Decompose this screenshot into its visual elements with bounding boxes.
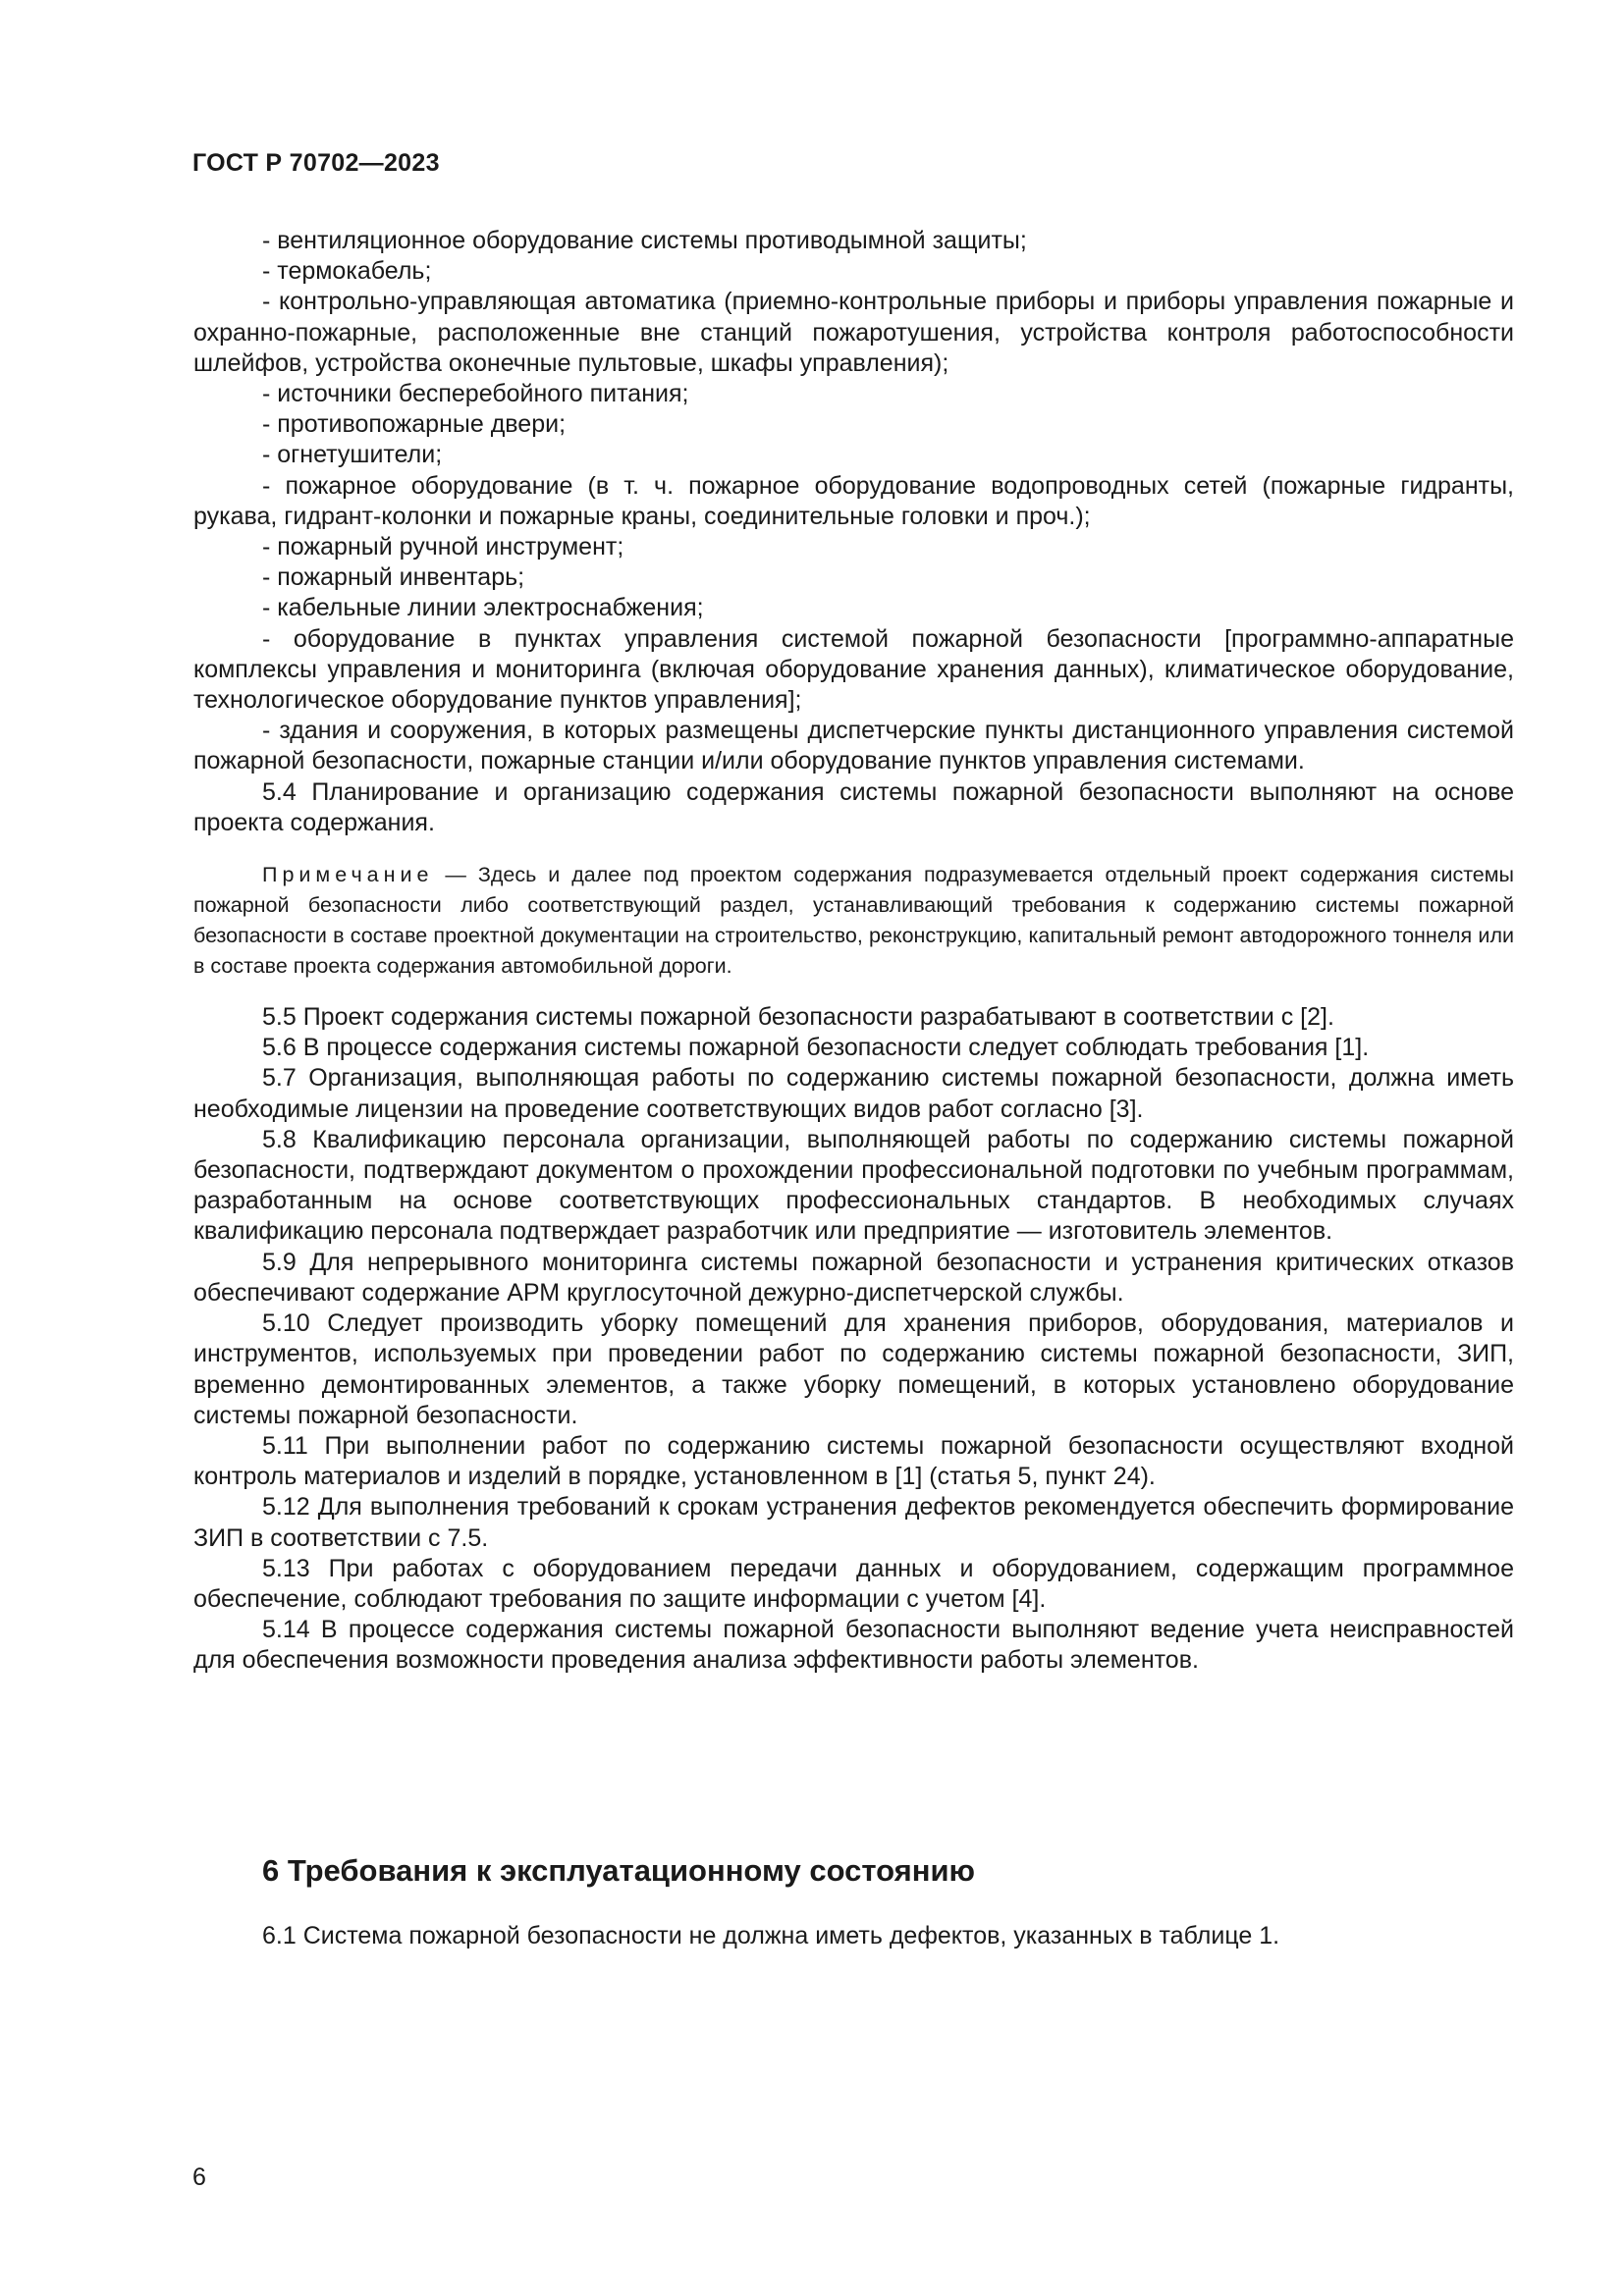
paragraph: 5.5 Проект содержания системы пожарной безопасности разрабатывают в соответствии с [2]. [262, 1003, 1334, 1032]
paragraph: - кабельные линии электроснабжения; [262, 594, 704, 622]
paragraph: - пожарное оборудование (в т. ч. пожарное оборудование водопроводных сетей (пожарные гидранты, рукава, гидрант-колонки и пожарные краны, соединительные головки и проч.); [193, 471, 1514, 530]
paragraph: - пожарный инвентарь; [262, 563, 525, 592]
paragraph: - источники бесперебойного питания; [262, 380, 689, 408]
paragraph: - контрольно-управляющая автоматика (приемно-контрольные приборы и приборы управления пожарные и охранно-пожарные, расположенные вне станций пожаротушения, устройства контроля работоспособности шлейфов, устройства оконечные пультовые, шкафы управления); [193, 288, 1514, 377]
paragraph: 5.6 В процессе содержания системы пожарной безопасности следует соблюдать требования [1]. [262, 1034, 1370, 1062]
paragraph: 5.13 При работах с оборудованием передачи данных и оборудованием, содержащим программное обеспечение, соблюдают требования по защите информации с учетом [4]. [193, 1554, 1514, 1613]
note-label: Примечание [262, 863, 434, 887]
section-title: 6 Требования к эксплуатационному состоянию [262, 1853, 975, 1888]
paragraph: 5.14 В процессе содержания системы пожарной безопасности выполняют ведение учета неисправностей для обеспечения возможности проведения анализа эффективности работы элементов. [193, 1616, 1514, 1675]
paragraph: - вентиляционное оборудование системы противодымной защиты; [262, 227, 1027, 254]
paragraph: 5.9 Для непрерывного мониторинга системы пожарной безопасности и устранения критических отказов обеспечивают содержание АРМ круглосуточной дежурно-диспетчерской службы. [193, 1248, 1514, 1307]
paragraph: - противопожарные двери; [262, 410, 567, 439]
paragraph: - здания и сооружения, в которых размещены диспетчерские пункты дистанционного управления системой пожарной безопасности, пожарные станции и/или оборудование пунктов управления системами. [193, 717, 1514, 775]
paragraph: 5.7 Организация, выполняющая работы по содержанию системы пожарной безопасности, должна иметь необходимые лицензии на проведение соответствующих видов работ согласно [3]. [193, 1064, 1514, 1123]
page-number: 6 [192, 2163, 206, 2191]
paragraph: - термокабель; [262, 257, 432, 286]
note [193, 860, 1514, 982]
document-header: ГОСТ Р 70702—2023 [192, 149, 440, 177]
paragraph: - оборудование в пунктах управления системой пожарной безопасности [программно-аппаратные комплексы управления и мониторинга (включая оборудование хранения данных), климатическое оборудование, технологическое оборудование пунктов управления]; [193, 624, 1514, 715]
paragraph: - пожарный ручной инструмент; [262, 533, 624, 561]
paragraph: 5.11 При выполнении работ по содержанию системы пожарной безопасности осуществляют входной контроль материалов и изделий в порядке, установленном в [1] (статья 5, пункт 24). [193, 1431, 1514, 1491]
paragraph: 5.12 Для выполнения требований к срокам устранения дефектов рекомендуется обеспечить формирование ЗИП в соответствии с 7.5. [193, 1493, 1514, 1552]
paragraph: 5.4 Планирование и организацию содержания системы пожарной безопасности выполняют на основе проекта содержания. [193, 777, 1514, 836]
paragraph: 5.10 Следует производить уборку помещений для хранения приборов, оборудования, материалов и инструментов, используемых при проведении работ по содержанию системы пожарной безопасности, ЗИП, временно демонтированных элементов, а также уборку помещений, в которых установлено оборудование системы пожарной безопасности. [193, 1309, 1514, 1429]
paragraph: 5.8 Квалификацию персонала организации, выполняющей работы по содержанию системы пожарной безопасности, подтверждают документом о прохождении профессиональной подготовки по учебным программам, разработанным на основе соответствующих профессиональных стандартов. В необходимых случаях квалификацию персонала подтверждает разработчик или предприятие — изготовитель элементов. [193, 1125, 1514, 1246]
note-text: — Здесь и далее под проектом содержания подразумевается отдельный проект содержания системы пожарной безопасности либо соответствующий раздел, устанавливающий требования к содержанию системы пожарной безопасности в составе проектной документации на строительство, реконструкцию, капитальный ремонт автодорожного тоннеля или в составе проекта содержания автомобильной дороги. [193, 863, 1515, 979]
paragraph: 6.1 Система пожарной безопасности не должна иметь дефектов, указанных в таблице 1. [262, 1922, 1280, 1949]
paragraph: - огнетушители; [262, 441, 443, 469]
document-body [193, 226, 1514, 1677]
